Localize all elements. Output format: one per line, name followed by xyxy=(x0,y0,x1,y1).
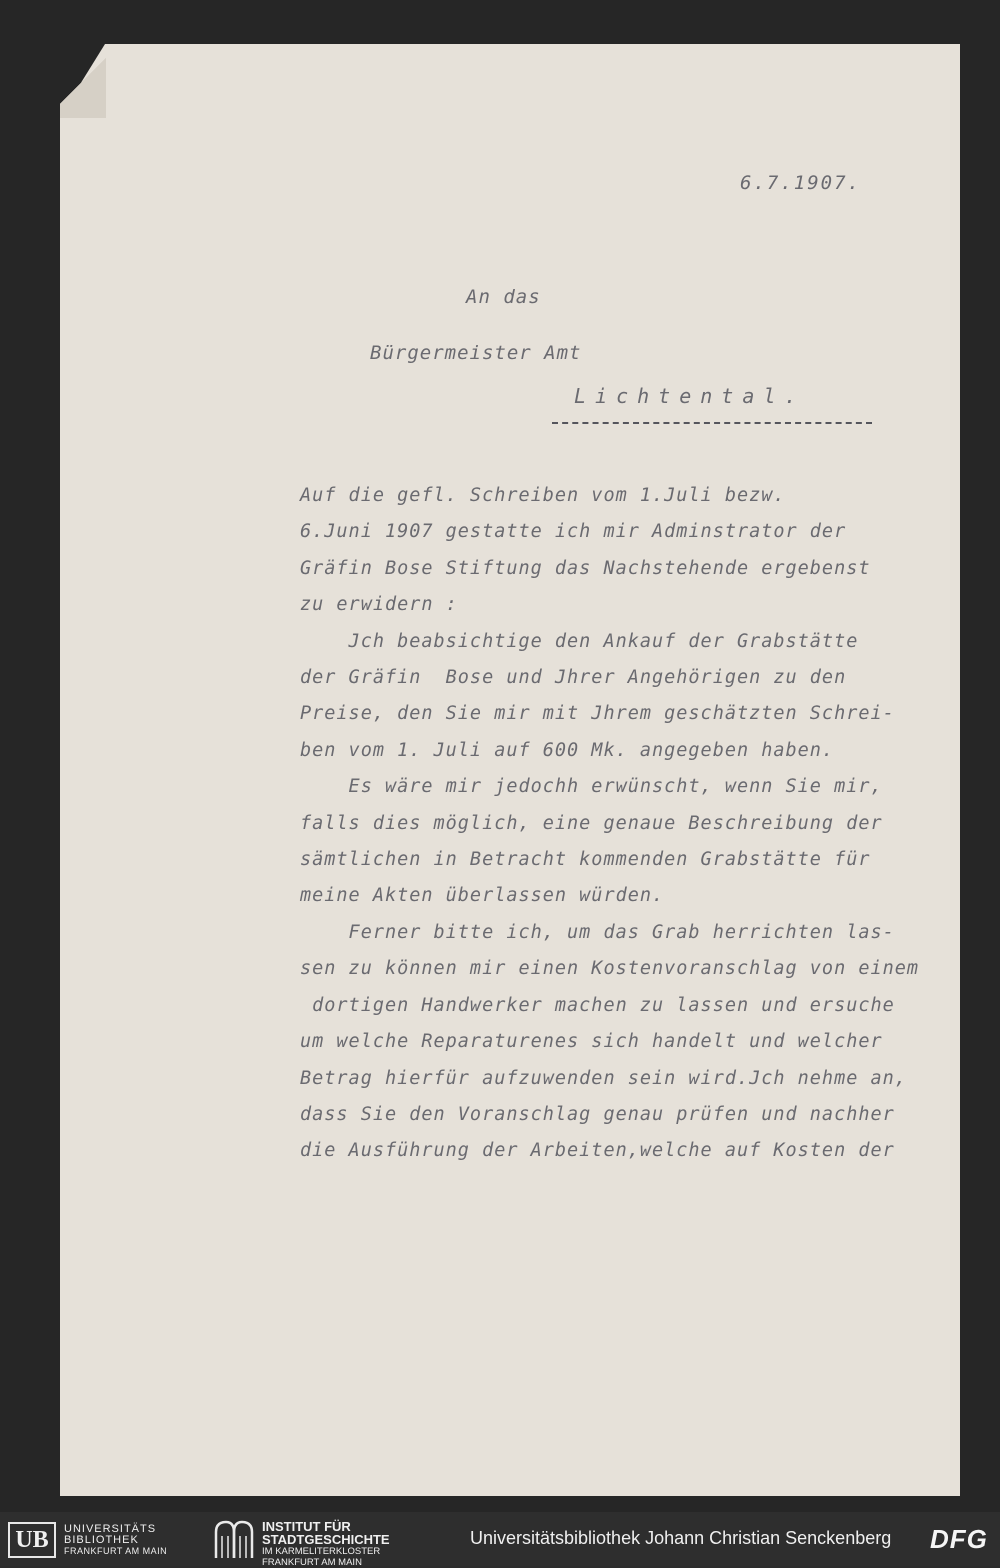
address-line-2: Bürgermeister Amt xyxy=(370,342,582,364)
isg-line-2: STADTGESCHICHTE xyxy=(262,1532,390,1547)
letter-date: 6.7.1907. xyxy=(740,172,861,194)
body-line: dortigen Handwerker machen zu lassen und ersuche xyxy=(300,994,895,1016)
isg-logo-icon[interactable] xyxy=(212,1518,256,1562)
body-line: Jch beabsichtige den Ankauf der Grabstätte xyxy=(300,630,859,652)
body-line: Ferner bitte ich, um das Grab herrichten las- xyxy=(300,921,895,943)
body-line: zu erwidern : xyxy=(300,594,458,616)
body-line: dass Sie den Voranschlag genau prüfen und nachher xyxy=(300,1103,895,1125)
body-line: falls dies möglich, eine genaue Beschreibung der xyxy=(300,812,883,834)
body-line: Betrag hierfür aufzuwenden sein wird.Jch nehme an, xyxy=(300,1067,907,1089)
body-line: sen zu können mir einen Kostenvoranschlag von einem xyxy=(300,958,920,980)
ub-line-3: FRANKFURT AM MAIN xyxy=(64,1546,168,1556)
isg-line-4: FRANKFURT AM MAIN xyxy=(262,1557,362,1568)
body-line: Es wäre mir jedochh erwünscht, wenn Sie mir, xyxy=(300,776,883,798)
body-line: der Gräfin Bose und Jhrer Angehörigen zu den xyxy=(300,667,847,689)
body-line: ben vom 1. Juli auf 600 Mk. angegeben haben. xyxy=(300,739,835,761)
body-line: Auf die gefl. Schreiben vom 1.Juli bezw. xyxy=(300,485,786,506)
isg-name[interactable] xyxy=(262,1520,390,1568)
body-line: meine Akten überlassen würden. xyxy=(300,885,665,907)
footer-bar xyxy=(0,1512,1000,1566)
body-line: um welche Reparaturenes sich handelt und welcher xyxy=(300,1031,883,1053)
isg-line-1: INSTITUT FÜR xyxy=(262,1519,351,1534)
city-underline xyxy=(552,422,872,424)
body-line: die Ausführung der Arbeiten,welche auf Kosten der xyxy=(300,1140,895,1162)
folded-corner xyxy=(60,44,106,118)
ub-logo[interactable]: UB xyxy=(8,1522,56,1558)
body-line: Preise, den Sie mir mit Jhrem geschätzten Schrei- xyxy=(300,703,895,725)
address-city: Lichtental. xyxy=(574,384,806,408)
ub-line-1: UNIVERSITÄTS xyxy=(64,1523,157,1535)
ub-name[interactable] xyxy=(64,1524,167,1557)
body-line: 6.Juni 1907 gestatte ich mir Adminstrator der xyxy=(300,521,847,543)
ub-line-2: BIBLIOTHEK xyxy=(64,1534,139,1546)
letter-body xyxy=(300,478,950,1170)
body-line: Gräfin Bose Stiftung das Nachstehende ergebenst xyxy=(300,557,871,579)
address-line-1: An das xyxy=(466,286,541,308)
library-name[interactable]: Universitätsbibliothek Johann Christian Senckenberg xyxy=(470,1528,892,1548)
body-line: sämtlichen in Betracht kommenden Grabstätte für xyxy=(300,849,871,871)
dfg-logo[interactable]: DFG xyxy=(930,1524,988,1554)
isg-line-3: IM KARMELITERKLOSTER xyxy=(262,1546,381,1557)
